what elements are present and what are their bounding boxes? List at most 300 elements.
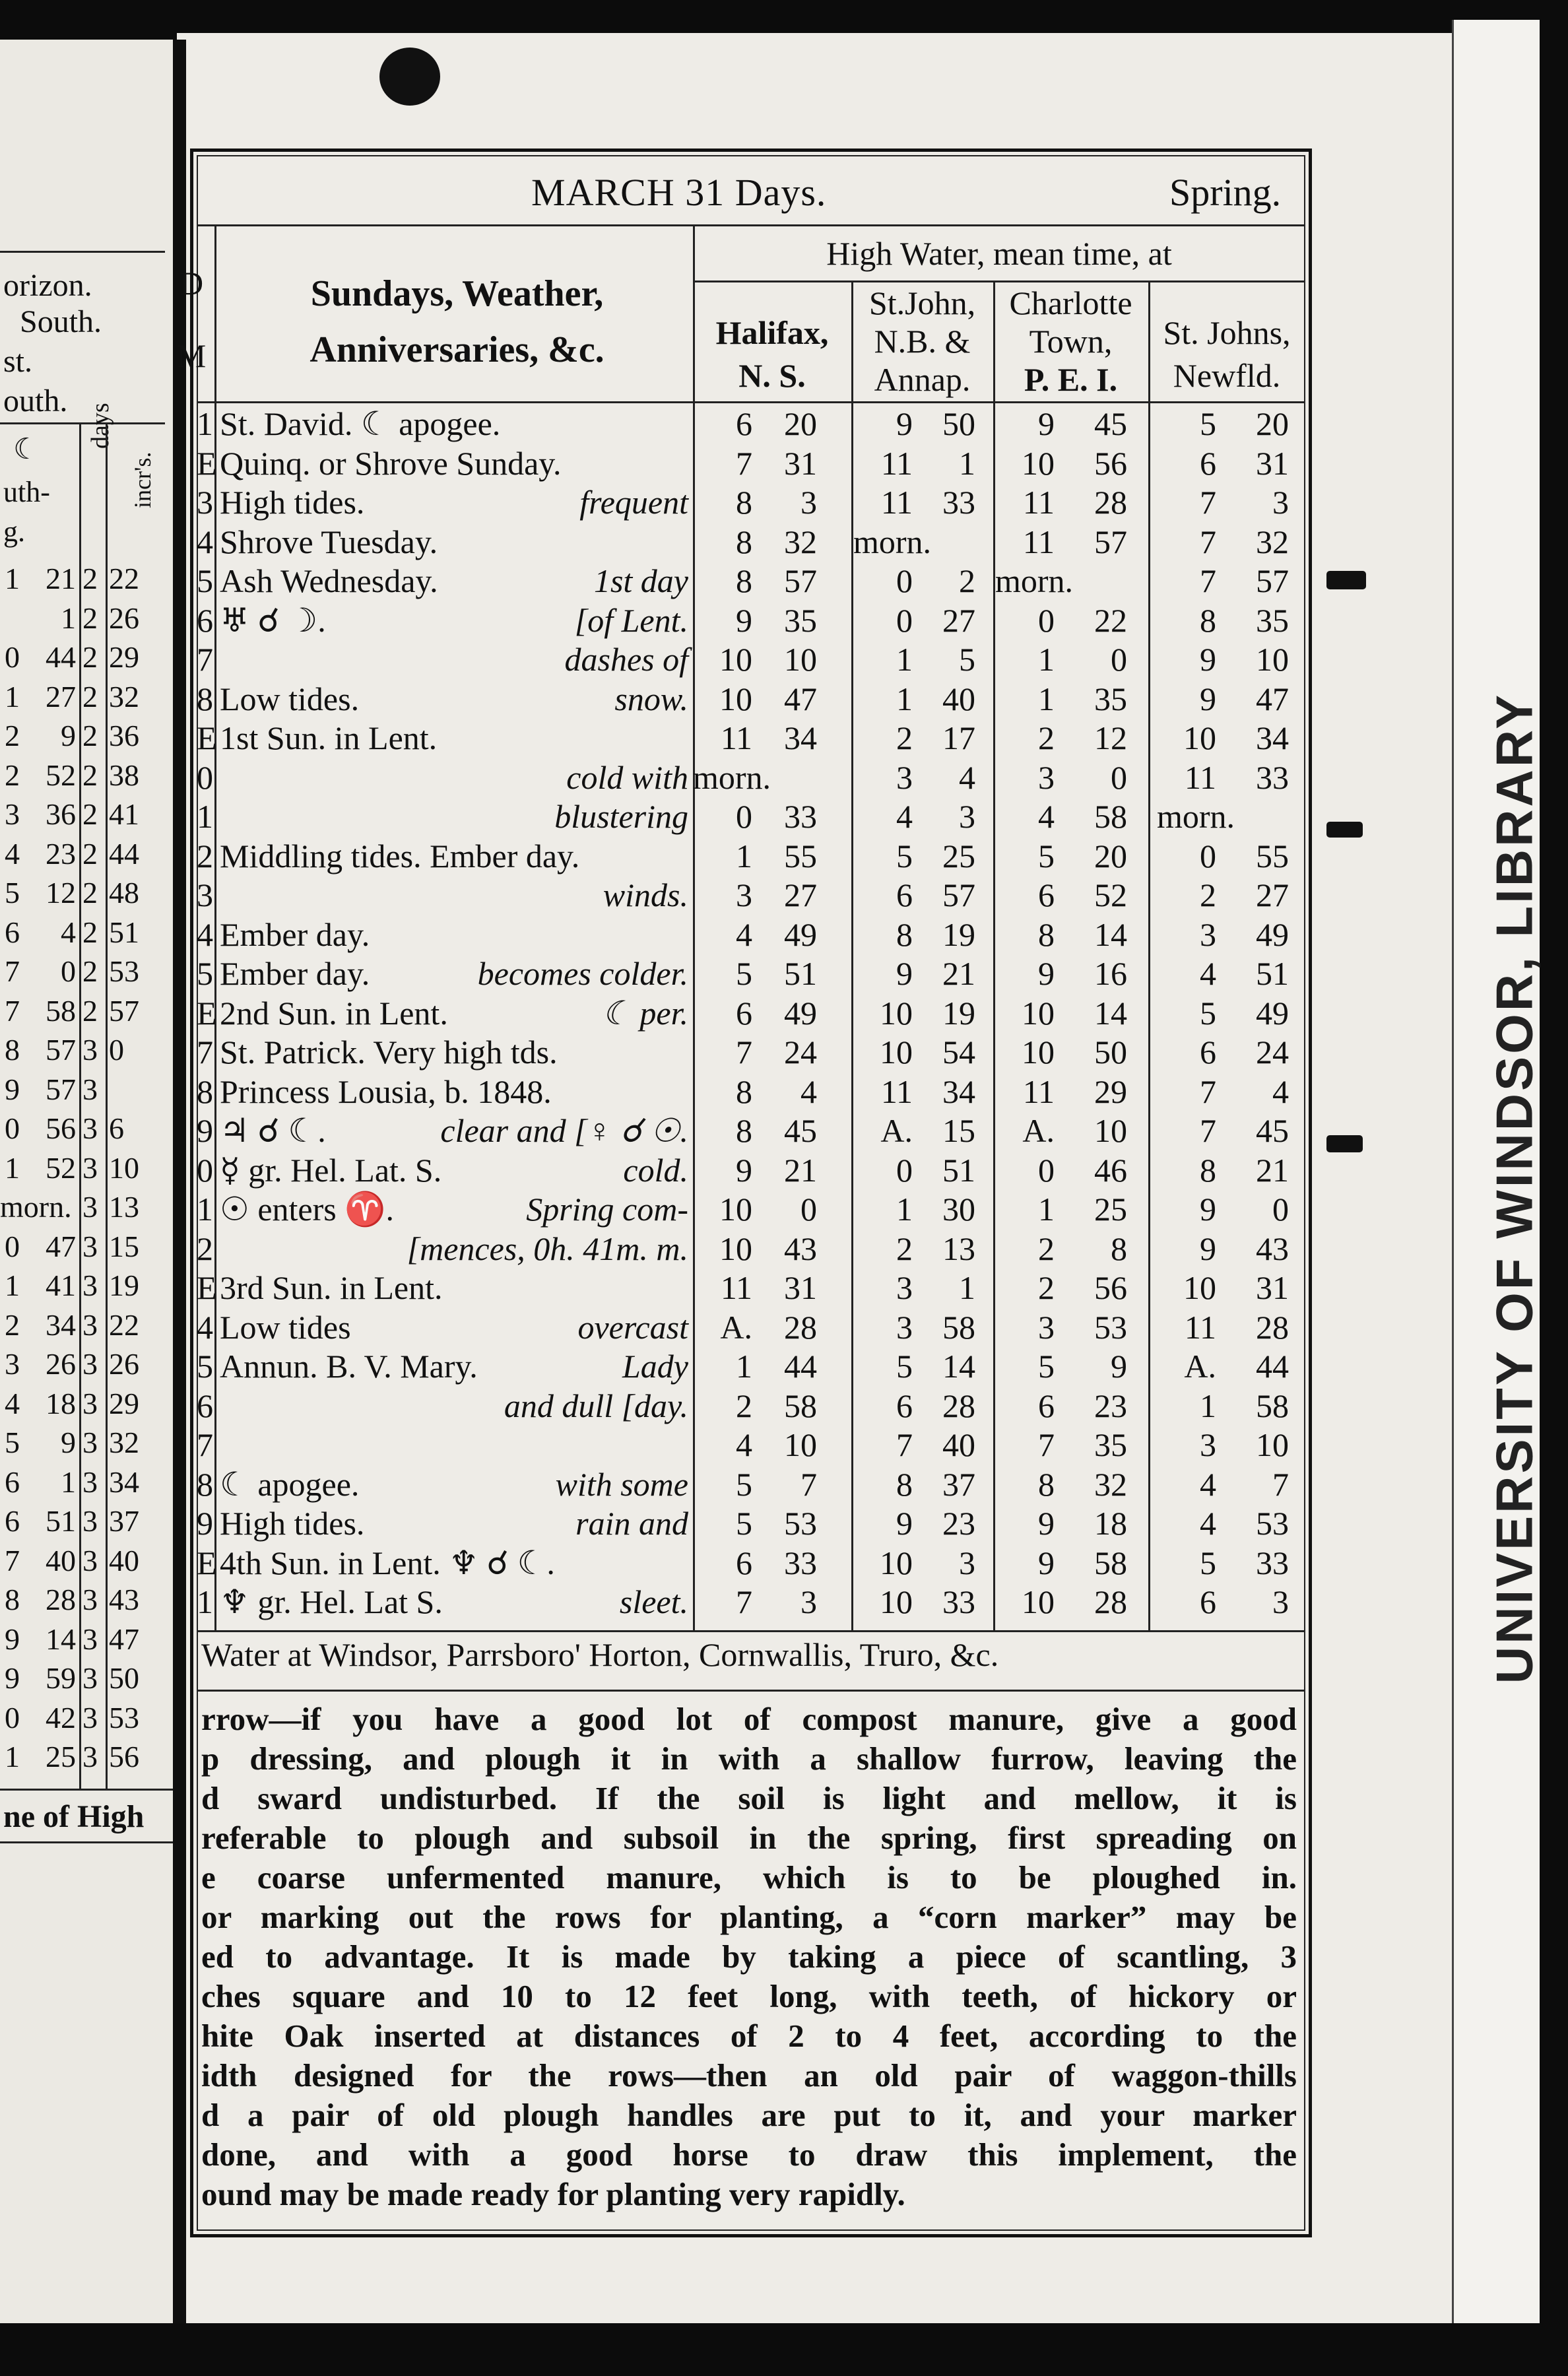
stjohns-hour: 5 bbox=[1200, 1544, 1216, 1581]
day-cell: 0 bbox=[197, 758, 213, 796]
lp-days: 2 bbox=[82, 679, 98, 713]
stjohn-head-3: Annap. bbox=[874, 361, 971, 398]
charlotte-hour: 2 bbox=[1038, 719, 1055, 756]
stjohn-hour: 2 bbox=[896, 1230, 913, 1267]
prose-line: ound may be made ready for planting very rapidly. bbox=[201, 2176, 905, 2212]
stjohn-min: 50 bbox=[942, 405, 975, 442]
halifax-min: 51 bbox=[784, 955, 817, 992]
day-cell: 4 bbox=[197, 523, 213, 560]
table-row bbox=[197, 561, 1305, 601]
lp-incr: 13 bbox=[109, 1190, 139, 1224]
day-cell: 7 bbox=[197, 1034, 213, 1071]
lp-hour: 9 bbox=[5, 1661, 20, 1695]
halifax-min: 33 bbox=[784, 1544, 817, 1581]
lp-days: 2 bbox=[82, 601, 98, 635]
halifax-hour: 4 bbox=[736, 1426, 752, 1463]
charlotte-min: 56 bbox=[1094, 1269, 1127, 1306]
stjohn-hour: 1 bbox=[896, 1191, 913, 1228]
lp-hour: 1 bbox=[5, 562, 20, 595]
day-cell: 9 bbox=[197, 1112, 213, 1149]
table-row bbox=[197, 1582, 1305, 1622]
stjohns-min: 3 bbox=[1272, 484, 1289, 521]
halifax-hour: 5 bbox=[736, 955, 752, 992]
lp-hour: 6 bbox=[5, 915, 20, 949]
charlotte-hour: A. bbox=[1022, 1112, 1055, 1149]
charlotte-min: 14 bbox=[1094, 994, 1127, 1032]
lp-hour: 1 bbox=[5, 679, 20, 713]
charlotte-min: 53 bbox=[1094, 1308, 1127, 1346]
weather-cell: snow. bbox=[614, 680, 688, 717]
weather-cell: cold. bbox=[623, 1151, 688, 1189]
event-cell: Princess Lousia, b. 1848. bbox=[220, 1072, 552, 1110]
stjohn-hour: morn. bbox=[853, 523, 932, 560]
lp-footer: ne of High bbox=[3, 1799, 145, 1834]
charlotte-hour: 0 bbox=[1038, 1151, 1055, 1189]
table-row bbox=[197, 1268, 1305, 1307]
charlotte-hour: 1 bbox=[1038, 1191, 1055, 1228]
lp-days: 2 bbox=[82, 915, 98, 949]
lp-min: 52 bbox=[46, 758, 76, 792]
charlotte-hour: 10 bbox=[1022, 994, 1055, 1032]
event-cell: Quinq. or Shrove Sunday. bbox=[220, 444, 562, 482]
lp-incr: 53 bbox=[109, 1700, 139, 1734]
stjohns-min: 10 bbox=[1256, 1426, 1289, 1463]
stjohns-min: 3 bbox=[1272, 1583, 1289, 1620]
halifax-min: 10 bbox=[784, 641, 817, 678]
lp-incr: 47 bbox=[109, 1622, 139, 1656]
lp-min: 34 bbox=[46, 1307, 76, 1342]
lp-min: 51 bbox=[46, 1504, 76, 1538]
farming-note bbox=[201, 1700, 1297, 2214]
event-cell: 1st Sun. in Lent. bbox=[220, 719, 438, 756]
table-row bbox=[197, 1111, 1305, 1150]
stjohns-min: 4 bbox=[1272, 1072, 1289, 1110]
halifax-min: 3 bbox=[800, 484, 817, 521]
lp-col-head: ☾ bbox=[13, 433, 40, 465]
stjohn-hour: 8 bbox=[896, 915, 913, 953]
stjohns-hour: 7 bbox=[1200, 1112, 1216, 1149]
weather-cell: clear and [♀ ☌ ☉. bbox=[440, 1112, 688, 1149]
halifax-min: 24 bbox=[784, 1034, 817, 1071]
stjohn-hour: 3 bbox=[896, 758, 913, 796]
lp-hour: 6 bbox=[5, 1465, 20, 1499]
event-cell: ♆ gr. Hel. Lat S. bbox=[220, 1583, 443, 1620]
lp-days: 2 bbox=[82, 562, 98, 595]
event-cell: Low tides bbox=[220, 1308, 351, 1346]
lp-row bbox=[0, 1503, 173, 1543]
table-row bbox=[197, 1346, 1305, 1386]
lp-hour: 6 bbox=[5, 1504, 20, 1538]
stjohns-hour: morn. bbox=[1157, 798, 1235, 835]
weather-cell: dashes of bbox=[564, 641, 688, 678]
prose-line: ches square and 10 to 12 feet long, with teeth, of hickory or bbox=[201, 1978, 1297, 2014]
lp-header-line: orizon. bbox=[3, 268, 92, 303]
stjohns-hour: 3 bbox=[1200, 915, 1216, 953]
weather-cell: ☾ per. bbox=[602, 994, 688, 1032]
lp-days: 3 bbox=[82, 1033, 98, 1067]
lp-row bbox=[0, 679, 173, 719]
lp-incr: 32 bbox=[109, 1426, 139, 1459]
lp-row bbox=[0, 954, 173, 993]
weather-cell: winds. bbox=[603, 876, 688, 913]
stjohn-min: 28 bbox=[942, 1387, 975, 1424]
halifax-hour: 9 bbox=[736, 1151, 752, 1189]
table-row bbox=[197, 915, 1305, 954]
charlotte-min: 8 bbox=[1111, 1230, 1127, 1267]
lp-incr: 34 bbox=[109, 1465, 139, 1499]
weather-cell: [mences, 0h. 41m. m. bbox=[407, 1230, 688, 1267]
stjohn-min: 2 bbox=[959, 562, 975, 599]
day-cell: 4 bbox=[197, 1308, 213, 1346]
halifax-hour: 8 bbox=[736, 523, 752, 560]
library-stamp bbox=[1478, 692, 1551, 1684]
lp-hour: 5 bbox=[5, 876, 20, 909]
halifax-hour: 8 bbox=[736, 562, 752, 599]
stjohns-min: 31 bbox=[1256, 1269, 1289, 1306]
table-row bbox=[197, 836, 1305, 876]
stjohn-min: 19 bbox=[942, 994, 975, 1032]
weather-cell: Spring com- bbox=[526, 1191, 688, 1228]
day-cell: E bbox=[197, 994, 217, 1032]
lp-row bbox=[0, 1346, 173, 1386]
stjohn-min: 33 bbox=[942, 1583, 975, 1620]
lp-col-head: incr's. bbox=[129, 451, 156, 508]
stjohns-hour: 11 bbox=[1184, 1308, 1216, 1346]
charlotte-hour: 11 bbox=[1022, 523, 1055, 560]
header-rule bbox=[693, 280, 1305, 282]
lp-row bbox=[0, 1150, 173, 1190]
charlotte-min: 12 bbox=[1094, 719, 1127, 756]
lp-hour: 0 bbox=[5, 1700, 20, 1734]
charlotte-min: 45 bbox=[1094, 405, 1127, 442]
lp-min: 21 bbox=[46, 562, 76, 595]
stjohns-hour: 4 bbox=[1200, 955, 1216, 992]
table-row bbox=[197, 718, 1305, 758]
ink-blot-icon bbox=[379, 48, 440, 106]
lp-row bbox=[0, 1465, 173, 1504]
lp-min: 25 bbox=[46, 1740, 76, 1773]
lp-min: 56 bbox=[46, 1111, 76, 1145]
lp-row bbox=[0, 1622, 173, 1661]
halifax-min: 49 bbox=[784, 994, 817, 1032]
halifax-hour: A. bbox=[720, 1308, 752, 1346]
charlotte-min: 58 bbox=[1094, 798, 1127, 835]
charlotte-hour: 11 bbox=[1022, 484, 1055, 521]
stjohn-hour: 9 bbox=[896, 405, 913, 442]
halifax-min: 7 bbox=[800, 1465, 817, 1503]
stjohns-hour: 6 bbox=[1200, 444, 1216, 482]
halifax-hour: 10 bbox=[719, 680, 752, 717]
stjohns-hour: 8 bbox=[1200, 601, 1216, 639]
stjohns-hour: 0 bbox=[1200, 837, 1216, 874]
stjohns-min: 44 bbox=[1256, 1348, 1289, 1385]
charlotte-min: 20 bbox=[1094, 837, 1127, 874]
stjohns-hour: 4 bbox=[1200, 1465, 1216, 1503]
charlotte-hour: 3 bbox=[1038, 758, 1055, 796]
day-cell: E bbox=[197, 1269, 217, 1306]
charlotte-min: 58 bbox=[1094, 1544, 1127, 1581]
lp-incr: 43 bbox=[109, 1583, 139, 1616]
ink-mark-icon bbox=[1326, 1135, 1363, 1152]
lp-row bbox=[0, 875, 173, 915]
lp-days: 3 bbox=[82, 1269, 98, 1302]
lp-days: 2 bbox=[82, 836, 98, 871]
header-bottom-rule bbox=[197, 401, 1305, 403]
table-row bbox=[197, 954, 1305, 993]
event-cell: Ash Wednesday. bbox=[220, 562, 438, 599]
day-cell: 9 bbox=[197, 1505, 213, 1542]
lp-min: 28 bbox=[46, 1583, 76, 1616]
stjohns-hour: A. bbox=[1184, 1348, 1216, 1385]
lp-incr: 48 bbox=[109, 876, 139, 909]
table-row bbox=[197, 1503, 1305, 1543]
prose-line: idth designed for the rows—then an old pair of waggon-thills bbox=[201, 2057, 1297, 2094]
prose-line: d sward undisturbed. If the soil is light and mellow, it is bbox=[201, 1780, 1297, 1816]
halifax-head-2: N. S. bbox=[738, 357, 806, 394]
lp-hour: morn. bbox=[0, 1190, 72, 1224]
stjohn-hour: 11 bbox=[880, 484, 913, 521]
day-cell: 2 bbox=[197, 837, 213, 874]
stjohns-min: 57 bbox=[1256, 562, 1289, 599]
stjohn-hour: 1 bbox=[896, 641, 913, 678]
prose-line: p dressing, and plough it in with a shallow furrow, leaving the bbox=[201, 1740, 1297, 1777]
charlotte-hour: 9 bbox=[1038, 1544, 1055, 1581]
table-row bbox=[197, 1386, 1305, 1426]
stjohns-hour: 1 bbox=[1200, 1387, 1216, 1424]
lp-days: 3 bbox=[82, 1465, 98, 1499]
stjohns-hour: 8 bbox=[1200, 1151, 1216, 1189]
event-cell: Ember day. bbox=[220, 955, 370, 992]
lp-incr: 56 bbox=[109, 1740, 139, 1773]
lp-hour: 4 bbox=[5, 836, 20, 871]
event-cell: Low tides. bbox=[220, 680, 360, 717]
lp-hour: 8 bbox=[5, 1583, 20, 1616]
charlotte-min: 52 bbox=[1094, 876, 1127, 913]
halifax-hour: 7 bbox=[736, 1034, 752, 1071]
halifax-min: 57 bbox=[784, 562, 817, 599]
lp-incr: 29 bbox=[109, 640, 139, 674]
lp-rule bbox=[0, 1841, 173, 1843]
table-row bbox=[197, 679, 1305, 719]
day-cell: 3 bbox=[197, 484, 213, 521]
stjohns-min: 10 bbox=[1256, 641, 1289, 678]
stjohn-hour: 10 bbox=[880, 1544, 913, 1581]
halifax-hour: 6 bbox=[736, 994, 752, 1032]
stjohn-head-1: St.John, bbox=[868, 284, 976, 321]
lp-incr: 44 bbox=[109, 836, 139, 871]
stjohn-min: 15 bbox=[942, 1112, 975, 1149]
stjohns-hour: 11 bbox=[1184, 758, 1216, 796]
stjohns-min: 43 bbox=[1256, 1230, 1289, 1267]
ink-mark-icon bbox=[1326, 822, 1363, 838]
halifax-min: 34 bbox=[784, 719, 817, 756]
lp-days: 3 bbox=[82, 1426, 98, 1459]
charlotte-hour: 10 bbox=[1022, 444, 1055, 482]
charlotte-hour: 10 bbox=[1022, 1034, 1055, 1071]
halifax-min: 53 bbox=[784, 1505, 817, 1542]
lp-days: 3 bbox=[82, 1150, 98, 1185]
event-cell: Annun. B. V. Mary. bbox=[220, 1348, 478, 1385]
stjohns-hour: 9 bbox=[1200, 641, 1216, 678]
stjohns-hour: 7 bbox=[1200, 523, 1216, 560]
lp-incr: 32 bbox=[109, 679, 139, 713]
lp-days: 2 bbox=[82, 876, 98, 909]
lp-min: 1 bbox=[61, 601, 76, 635]
day-cell: 6 bbox=[197, 1387, 213, 1424]
lp-col-head: uth- bbox=[3, 476, 50, 508]
halifax-hour: 8 bbox=[736, 484, 752, 521]
day-cell: E bbox=[197, 1544, 217, 1581]
stjohns-min: 51 bbox=[1256, 955, 1289, 992]
halifax-hour: 10 bbox=[719, 1230, 752, 1267]
stjohn-head-2: N.B. & bbox=[874, 323, 971, 360]
lp-row bbox=[0, 993, 173, 1033]
stjohn-hour: 4 bbox=[896, 798, 913, 835]
halifax-min: 10 bbox=[784, 1426, 817, 1463]
lp-row bbox=[0, 1268, 173, 1307]
day-cell: 5 bbox=[197, 955, 213, 992]
lp-min: 23 bbox=[46, 836, 76, 871]
halifax-min: 55 bbox=[784, 837, 817, 874]
stjohn-hour: 10 bbox=[880, 994, 913, 1032]
lp-min: 40 bbox=[46, 1543, 76, 1577]
halifax-hour: 8 bbox=[736, 1072, 752, 1110]
table-row bbox=[197, 758, 1305, 797]
lp-row bbox=[0, 1739, 173, 1779]
event-cell: ☾ apogee. bbox=[220, 1465, 360, 1503]
lp-min: 26 bbox=[46, 1347, 76, 1381]
table-row bbox=[197, 797, 1305, 836]
stjohns-min: 45 bbox=[1256, 1112, 1289, 1149]
charlotte-hour: 9 bbox=[1038, 955, 1055, 992]
table-row bbox=[197, 640, 1305, 679]
halifax-min: 44 bbox=[784, 1348, 817, 1385]
lp-incr: 57 bbox=[109, 993, 139, 1028]
prose-line: referable to plough and subsoil in the spring, first spreading on bbox=[201, 1820, 1297, 1856]
stjohn-hour: 7 bbox=[896, 1426, 913, 1463]
stjohn-min: 3 bbox=[959, 798, 975, 835]
lp-incr: 40 bbox=[109, 1543, 139, 1577]
halifax-min: 31 bbox=[784, 1269, 817, 1306]
stjohn-min: 25 bbox=[942, 837, 975, 874]
lp-incr: 22 bbox=[109, 562, 139, 595]
halifax-min: 21 bbox=[784, 1151, 817, 1189]
stjohn-hour: 0 bbox=[896, 1151, 913, 1189]
stjohn-min: 5 bbox=[959, 641, 975, 678]
stjohn-min: 40 bbox=[942, 1426, 975, 1463]
halifax-min: 58 bbox=[784, 1387, 817, 1424]
table-row bbox=[197, 1543, 1305, 1583]
lp-hour: 3 bbox=[5, 797, 20, 831]
halifax-hour: 6 bbox=[736, 1544, 752, 1581]
lp-min: 52 bbox=[46, 1150, 76, 1185]
charlotte-hour: 1 bbox=[1038, 641, 1055, 678]
charlotte-min: 46 bbox=[1094, 1151, 1127, 1189]
stjohns-min: 49 bbox=[1256, 994, 1289, 1032]
prose-line: d a pair of old plough handles are put to it, and your marker bbox=[201, 2097, 1297, 2133]
table-row bbox=[197, 1307, 1305, 1347]
lp-days: 3 bbox=[82, 1190, 98, 1224]
event-cell: Shrove Tuesday. bbox=[220, 523, 438, 560]
charlotte-hour: 7 bbox=[1038, 1426, 1055, 1463]
charlotte-min: 56 bbox=[1094, 444, 1127, 482]
halifax-hour: 5 bbox=[736, 1465, 752, 1503]
event-cell: High tides. bbox=[220, 1505, 365, 1542]
halifax-min: 35 bbox=[784, 601, 817, 639]
weather-cell: 1st day bbox=[593, 562, 688, 599]
charlotte-min: 23 bbox=[1094, 1387, 1127, 1424]
lp-min: 57 bbox=[46, 1072, 76, 1106]
halifax-hour: 6 bbox=[736, 405, 752, 442]
lp-days: 3 bbox=[82, 1622, 98, 1656]
event-cell: St. David. ☾ apogee. bbox=[220, 405, 501, 442]
charlotte-min: 57 bbox=[1094, 523, 1127, 560]
stjohns-hour: 2 bbox=[1200, 876, 1216, 913]
stjohns-hour: 9 bbox=[1200, 680, 1216, 717]
day-cell: 1 bbox=[197, 798, 213, 835]
lp-hour: 1 bbox=[5, 1150, 20, 1185]
table-row bbox=[197, 482, 1305, 522]
halifax-hour: 1 bbox=[736, 837, 752, 874]
title-rule bbox=[197, 224, 1305, 226]
halifax-hour: 4 bbox=[736, 915, 752, 953]
stjohn-hour: 9 bbox=[896, 1505, 913, 1542]
lp-rule bbox=[0, 251, 165, 253]
lp-incr: 10 bbox=[109, 1150, 139, 1185]
stjohns-min: 53 bbox=[1256, 1505, 1289, 1542]
stjohn-min: 37 bbox=[942, 1465, 975, 1503]
stjohn-min: 40 bbox=[942, 680, 975, 717]
day-cell: 5 bbox=[197, 562, 213, 599]
lp-row bbox=[0, 601, 173, 640]
charlotte-min: 50 bbox=[1094, 1034, 1127, 1071]
weather-cell: and dull [day. bbox=[504, 1387, 688, 1424]
halifax-min: 20 bbox=[784, 405, 817, 442]
lp-min: 41 bbox=[46, 1269, 76, 1302]
day-cell: 5 bbox=[197, 1348, 213, 1385]
stjohn-hour: 0 bbox=[896, 562, 913, 599]
day-cell: 6 bbox=[197, 601, 213, 639]
halifax-min: 27 bbox=[784, 876, 817, 913]
halifax-hour: 7 bbox=[736, 1583, 752, 1620]
stjohns-head-2: Newfld. bbox=[1173, 357, 1281, 394]
lp-days: 2 bbox=[82, 954, 98, 988]
lp-incr: 6 bbox=[109, 1111, 124, 1145]
events-head-1: Sundays, Weather, bbox=[310, 273, 604, 314]
charlotte-hour: 8 bbox=[1038, 915, 1055, 953]
halifax-hour: 0 bbox=[736, 798, 752, 835]
lp-row bbox=[0, 1111, 173, 1150]
lp-hour: 7 bbox=[5, 954, 20, 988]
day-cell: 8 bbox=[197, 680, 213, 717]
table-row bbox=[197, 601, 1305, 640]
lp-days: 2 bbox=[82, 758, 98, 792]
stjohn-hour: 9 bbox=[896, 955, 913, 992]
halifax-head-1: Halifax, bbox=[715, 314, 829, 351]
event-cell: St. Patrick. Very high tds. bbox=[220, 1034, 558, 1071]
stjohns-hour: 7 bbox=[1200, 1072, 1216, 1110]
lp-incr: 50 bbox=[109, 1661, 139, 1695]
charlotte-min: 25 bbox=[1094, 1191, 1127, 1228]
weather-cell: becomes colder. bbox=[477, 955, 688, 992]
halifax-hour: morn. bbox=[693, 758, 771, 796]
event-cell: ♃ ☌ ☾. bbox=[220, 1112, 326, 1149]
charlotte-hour: 6 bbox=[1038, 1387, 1055, 1424]
lp-hour: 3 bbox=[5, 1347, 20, 1381]
lp-days: 3 bbox=[82, 1583, 98, 1616]
lp-row bbox=[0, 1189, 173, 1229]
stjohn-min: 54 bbox=[942, 1034, 975, 1071]
